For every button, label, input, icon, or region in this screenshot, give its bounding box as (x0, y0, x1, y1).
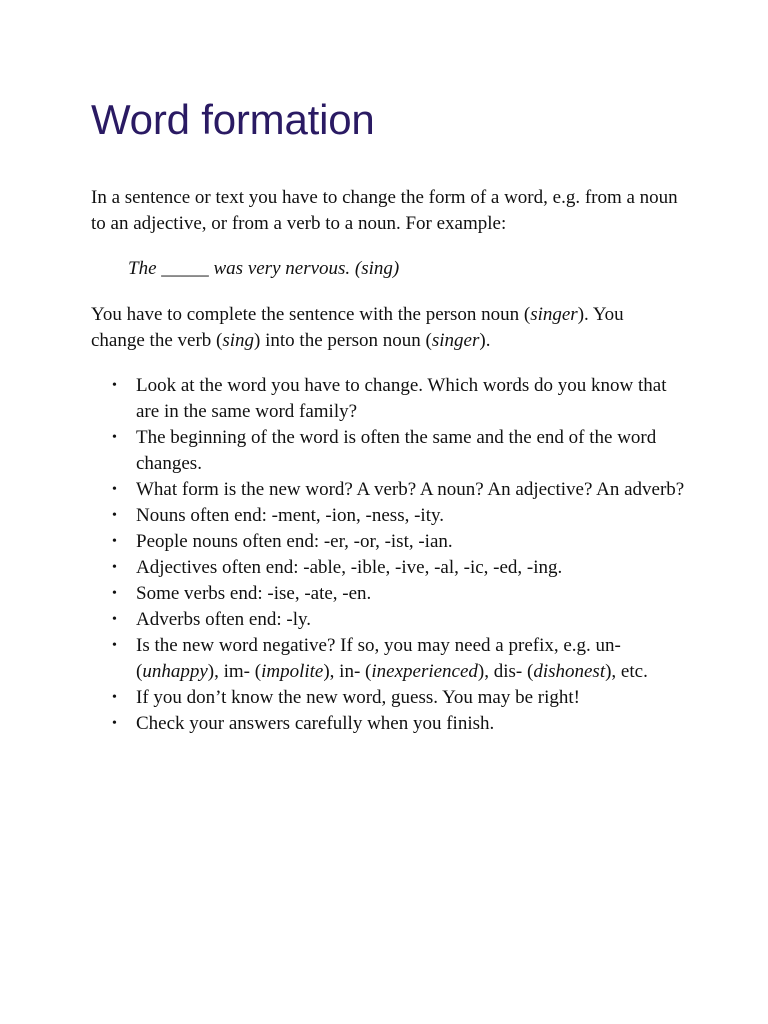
list-item-text: Check your answers carefully when you finish. (136, 713, 495, 734)
page-title: Word formation (91, 96, 375, 143)
list-item-text-part: ), in- ( (323, 661, 372, 682)
bullet-icon: • (112, 638, 117, 653)
list-item-text-part: ), dis- ( (477, 661, 534, 682)
example-word: sing (222, 330, 255, 351)
list-item-text: Adverbs often end: -ly. (136, 609, 311, 630)
bullet-icon: • (112, 690, 117, 705)
example-word: singer (431, 330, 480, 351)
bullet-icon: • (112, 378, 117, 393)
list-item-text-part: Is the new word negative? If so, you may need a prefix, e.g. un- ( (136, 635, 621, 682)
explanation-text: ). You change the verb ( (91, 304, 624, 351)
explanation-text: ) into the person noun ( (254, 330, 432, 351)
list-item-text: People nouns often end: -er, -or, -ist, -ian. (136, 531, 453, 552)
list-item-text: The beginning of the word is often the same and the end of the word changes. (136, 427, 657, 474)
bullet-icon: • (112, 586, 117, 601)
list-item-text-part: ), im- ( (207, 661, 262, 682)
list-item (91, 581, 691, 607)
list-item-text-part: ), etc. (605, 661, 648, 682)
intro-paragraph: In a sentence or text you have to change the form of a word, e.g. from a noun to an adjective, or from a verb to a noun. For example: (91, 187, 678, 234)
list-item-text: Nouns often end: -ment, -ion, -ness, -ity. (136, 505, 444, 526)
list-item (91, 607, 691, 633)
bullet-icon: • (112, 560, 117, 575)
bullet-icon: • (112, 612, 117, 627)
tips-list (91, 373, 691, 737)
bullet-icon: • (112, 430, 117, 445)
explanation-text: You have to complete the sentence with the person noun ( (91, 304, 531, 325)
bullet-icon: • (112, 482, 117, 497)
explanation-text: ). (479, 330, 491, 351)
list-item (91, 633, 691, 685)
list-item (91, 425, 691, 477)
example-sentence: The _____ was very nervous. (sing) (128, 258, 400, 279)
example-word: inexperienced (371, 661, 478, 682)
list-item-text (136, 635, 648, 682)
list-item (91, 503, 691, 529)
example-word: impolite (261, 661, 324, 682)
example-word: dishonest (533, 661, 606, 682)
explanation-paragraph (91, 302, 681, 354)
list-item-text: Some verbs end: -ise, -ate, -en. (136, 583, 372, 604)
bullet-icon: • (112, 508, 117, 523)
list-item-text: If you don’t know the new word, guess. You may be right! (136, 687, 580, 708)
list-item (91, 555, 691, 581)
list-item (91, 373, 691, 425)
list-item-text: What form is the new word? A verb? A noun? An adjective? An adverb? (136, 479, 685, 500)
list-item (91, 685, 691, 711)
list-item (91, 529, 691, 555)
list-item (91, 477, 691, 503)
list-item-text: Adjectives often end: -able, -ible, -ive, -al, -ic, -ed, -ing. (136, 557, 563, 578)
list-item (91, 711, 691, 737)
example-word: singer (530, 304, 578, 325)
list-item-text: Look at the word you have to change. Which words do you know that are in the same word family? (136, 375, 667, 422)
bullet-icon: • (112, 534, 117, 549)
bullet-icon: • (112, 716, 117, 731)
example-word: unhappy (142, 661, 208, 682)
